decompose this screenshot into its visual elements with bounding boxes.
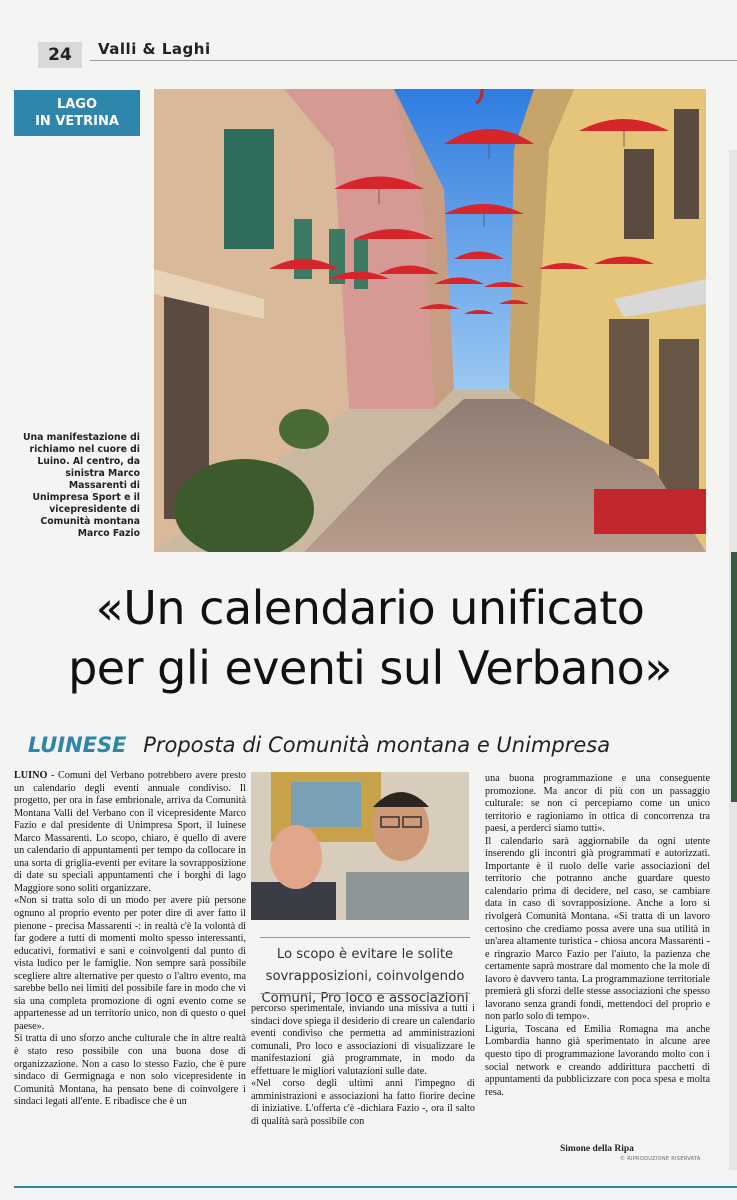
paragraph: percorso sperimentale, inviando una missiva a tutti i sindaci dove spiega il desiderio di creare un calendario eventi condiviso che permetta ad amministrazioni comunali, Pro loco e associazioni di visualizzare le manifestazioni già programmate, in modo da effettuare le migliori valutazioni sulle date. [251, 1003, 475, 1077]
main-photo-umbrella-street [154, 89, 706, 552]
footer-divider [14, 1186, 737, 1188]
pull-quote: Lo scopo è evitare le solite sovrapposizioni, coinvolgendo Comuni, Pro loco e associazioni [260, 937, 470, 1010]
paragraph: Si tratta di uno sforzo anche culturale che in altre realtà è stato reso possibile con una buona dose di organizzazione. Non a caso lo stesso Fazio, che è pure sindaco di Germignaga e non solo vicepresidente in Comunità Montana, ha pensato bene di coinvolgere i sindaci legati all'ente. E ribadisce che è un [14, 1033, 246, 1108]
headline-line-1: «Un calendario unificato [95, 581, 645, 635]
adjacent-page-photo [731, 552, 737, 802]
section-title: Valli & Laghi [98, 40, 211, 58]
photo-caption: Una manifestazione di richiamo nel cuore di Luino. Al centro, da sinistra Marco Massarenti di Unimpresa Sport e il vicepresidente di Comunità montana Marco Fazio [22, 432, 140, 539]
paragraph: Il calendario sarà aggiornabile da ogni utente inserendo gli incontri già programmati e autorizzati. Importante è il ruolo delle varie associazioni del territorio che potranno anche guardare questo calendario prima di decidere, nel caso, se cambiare data in caso di sovrapposizione. Anche a loro si rivolgerà Comunità Montana. «Si tratta di un lavoro certosino che crediamo possa avere una sua utilità in un'area altamente turistica - chiosa ancora Massarenti - e ringrazio Marco Fazio per l'aiuto, la pazienza che certamente saprà mostrare dal momento che la mole di lavoro è davvero tanta. La programmazione territoriale premierà gli sforzi delle stesse associazioni che spesso lavorano senza grandi fondi, mettendoci del proprio e non parlo solo di tempo». [485, 835, 710, 1023]
paragraph: «Nel corso degli ultimi anni l'impegno di amministrazioni e associazioni ha fatto fiorire decine di iniziative. L'offerta c'è -dichiara Fazio -, ora il salto di qualità sarà possibile con [251, 1078, 475, 1127]
header-divider [90, 60, 737, 61]
article-column-1 [14, 770, 246, 1109]
kicker-badge [14, 90, 140, 136]
headline [10, 578, 730, 698]
article-column-3 [485, 773, 710, 1099]
kicker-line-1: LAGO [56, 97, 98, 112]
portrait-photo [251, 772, 469, 920]
paragraph: «Non si tratta solo di un modo per avere più persone ognuno al proprio evento per poter dire di aver fatto il pienone - precisa Massarenti -: in realtà c'è la volontà di far godere a tutti di momenti molto spesso interessanti, educativi, formativi e sani e coinvolgenti dal punto di vista ludico per le famiglie. Non sempre sarà possibile scegliere altre alternative per questo o l'altro evento, ma sarebbe bello nei limiti del possibile fare in modo che vi sia una completa promozione di ogni evento come se appartenesse ad un territorio unico, non di questo o quel paese». [14, 895, 246, 1032]
headline-line-2: per gli eventi sul Verbano» [68, 641, 672, 695]
dateline: LUINO [14, 770, 48, 781]
page-number: 24 [38, 42, 82, 68]
kicker-line-2: IN VETRINA [35, 114, 119, 129]
article-column-2 [251, 1003, 475, 1128]
copyright-notice: © RIPRODUZIONE RISERVATA [620, 1156, 701, 1162]
paragraph: Liguria, Toscana ed Emilia Romagna ma anche Lombardia hanno già sperimentato in alcune aree questo tipo di programmazione lavorando molto con i social network e creando addirittura pacchetti di appuntamenti da pubblicizzare con poca spesa e molta resa. [485, 1023, 710, 1098]
subheadline [28, 733, 610, 757]
pull-quote-divider [260, 993, 470, 994]
subheadline-place: LUINESE [28, 733, 127, 757]
paragraph: - Comuni del Verbano potrebbero avere presto un calendario degli eventi annuale condiviso. Il progetto, per ora in fase embrionale, arriva da Comunità Montana Valli del Verbano con il vicepresidente Marco Fazio e dal presidente di Unimpresa Sport, il luinese Marco Massarenti. Lo scopo, chiaro, è quello di avere un calendario di appuntamenti per tempo da collocare in una sorta di griglia-eventi per evitare la sovrapposizione di date su speciali appuntamenti che i borghi di lago Maggiore sono soliti organizzare. [14, 770, 246, 894]
author-byline: Simone della Ripa [560, 1144, 634, 1154]
paragraph: una buona programmazione e una conseguente promozione. Ma ancor di più con un passaggio culturale: se non ci percepiamo come un unico territorio e ragioniamo in ottica di concorrenza tra paesi, a perderci siamo tutti». [485, 773, 710, 835]
subheadline-text: Proposta di Comunità montana e Unimpresa [143, 733, 611, 757]
